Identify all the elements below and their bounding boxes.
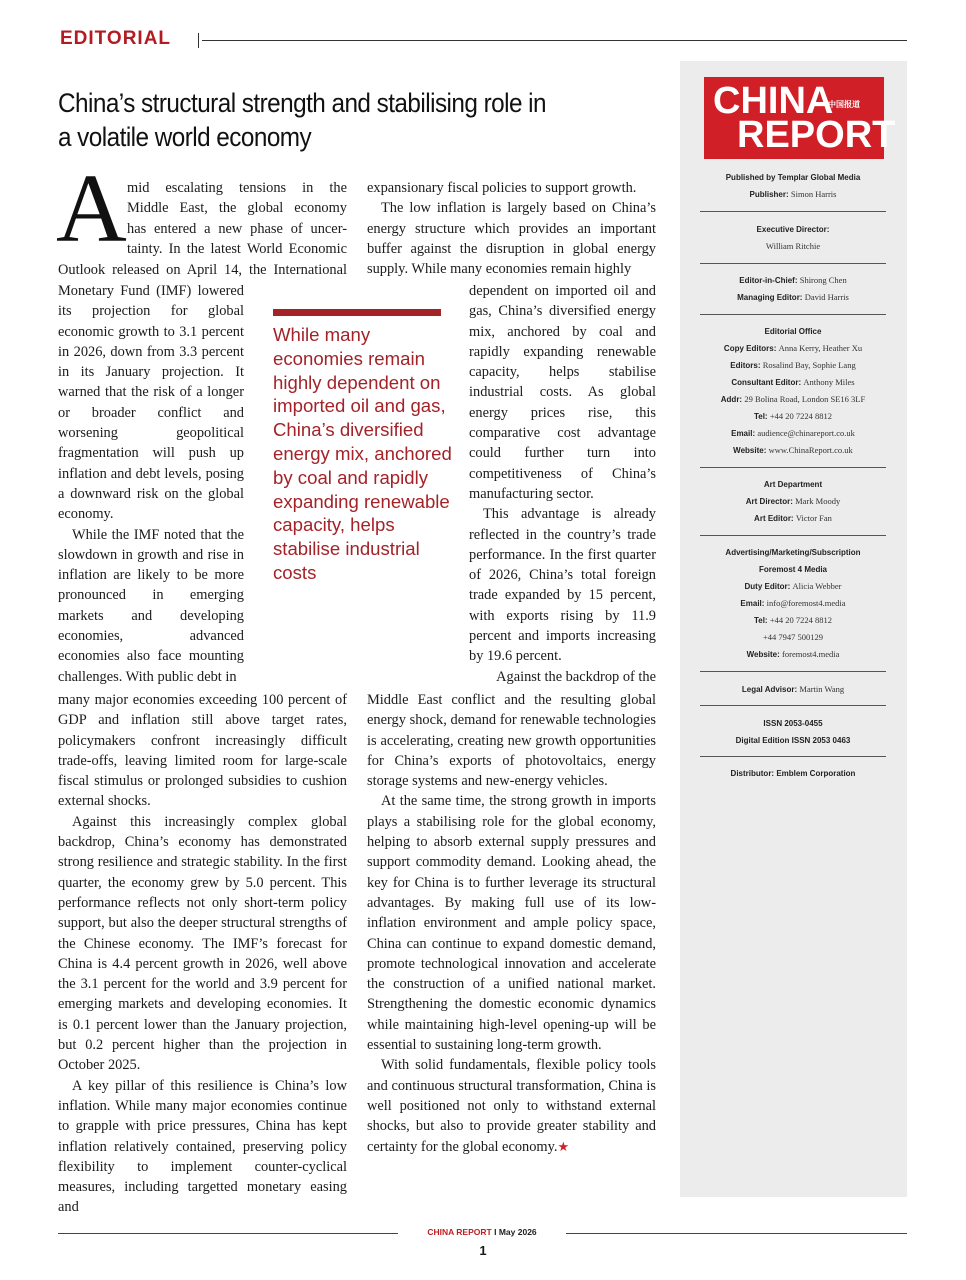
tel-label: Tel: bbox=[753, 412, 768, 421]
footer-publication: CHINA REPORT bbox=[427, 1227, 492, 1237]
adv-tel-number: +44 20 7224 8812 bbox=[769, 615, 833, 625]
paragraph: Against this increasingly complex global backdrop, China’s economy has demonstrated strong resilience and strategic stability. In the first quarter, the economy grew by 5.0 percent. This performance reflects not only short-term policy support, but also the deeper structural strengths of the Chinese economy. The IMF’s forecast for China is 4.4 percent growth in 2026, well above the 3.1 percent for the world and 3.9 percent for emerging markets and developing economies. It is 0.1 percent lower than the January projection, but 0.2 percent higher than the projection in October 2025. bbox=[58, 813, 347, 1074]
intro-lines bbox=[127, 178, 347, 259]
adv-website-label: Website: bbox=[746, 650, 780, 659]
editorial-office-heading: Editorial Office bbox=[764, 327, 822, 336]
art-department-heading: Art Department bbox=[763, 480, 823, 489]
logo-report-text: REPORT bbox=[737, 114, 896, 156]
paragraph bbox=[367, 1055, 656, 1156]
legal-advisor-name: Martin Wang bbox=[799, 684, 845, 694]
intro-line: Middle East, the global economy bbox=[127, 200, 347, 217]
exec-director-label: Executive Director: bbox=[756, 225, 830, 234]
paragraph: A key pillar of this resilience is China’s low inflation. While many major economies continue to grapple with price pressures, China has kept inflation relatively contained, preserving policy flexibility to implement counter-cyclical measures, including targetted monetary easing and bbox=[58, 1077, 347, 1216]
digital-issn: Digital Edition ISSN 2053 0463 bbox=[735, 736, 851, 745]
drop-cap: A bbox=[56, 155, 127, 263]
paragraph: dependent on imported oil and gas, China’s diversified energy mix, anchored by coal and rapidly expanding renewable capacity, helps stabilise industrial costs. As global energy prices rise, this comparative cost advantage could further turn into competitiveness of China’s manufacturing sector. bbox=[469, 283, 656, 502]
copy-editors-names: Anna Kerry, Heather Xu bbox=[778, 343, 863, 353]
address: 29 Bolina Road, London SE16 3LF bbox=[744, 394, 866, 404]
column1-narrow-text bbox=[58, 281, 244, 687]
editors-names: Rosalind Bay, Sophie Lang bbox=[762, 360, 856, 370]
exec-director-block bbox=[700, 221, 886, 255]
editors-label: Editors: bbox=[730, 361, 761, 370]
logo-chinese-text: 中国报道 bbox=[828, 100, 860, 109]
china-report-logo bbox=[704, 77, 896, 159]
art-director-name: Mark Moody bbox=[795, 496, 841, 506]
managing-editor-name: David Harris bbox=[804, 292, 849, 302]
logo-china-text: CHINA bbox=[713, 80, 834, 122]
intro-line: tainty. In the latest World Economic bbox=[127, 240, 347, 257]
website-url: www.ChinaReport.co.uk bbox=[768, 445, 853, 455]
paragraph: Middle East conflict and the resulting global energy shock, demand for renewable technologies is accelerating, creating new growth opportunities for China’s exports of photovoltaics, energy storage systems and new-energy vehicles. bbox=[367, 692, 656, 790]
masthead-divider bbox=[700, 314, 886, 315]
intro-line: Outlook released on April 14, the International bbox=[58, 262, 347, 278]
paragraph: expansionary fiscal policies to support growth. bbox=[367, 180, 637, 196]
closing-text: With solid fundamentals, flexible policy tools and continuous structural transformation, China is well positioned not only to withstand external shocks, but also to provide greater stability and certainty for the global economy. bbox=[367, 1057, 656, 1155]
legal-advisor-label: Legal Advisor: bbox=[741, 685, 798, 694]
managing-editor-label: Managing Editor: bbox=[737, 293, 803, 302]
adv-website-url: foremost4.media bbox=[782, 649, 840, 659]
editorial-office-block bbox=[700, 323, 886, 459]
intro-line: mid escalating tensions in the bbox=[127, 180, 347, 196]
distributor-block bbox=[700, 765, 886, 782]
paragraph: At the same time, the strong growth in imports plays a stabilising role for the global economy, helping to absorb external supply pressures and support commodity demand. Looking ahead, the key for China is to further leverage its structural advantages. By making full use of its low-inflation environment and ample policy space, China can continue to expand domestic demand, promote technological innovation and accelerate the construction of a unified national market. Strengthening the domestic economic dynamics while maintaining high-level opening-up will be essential to sustaining long-term growth. bbox=[367, 793, 656, 1054]
section-label: EDITORIAL bbox=[60, 28, 172, 49]
paragraph: Against the backdrop of the bbox=[496, 668, 656, 685]
footer-separator: I bbox=[494, 1227, 497, 1237]
advertising-block bbox=[700, 544, 886, 663]
column1-wide-text bbox=[58, 690, 347, 1218]
email-label: Email: bbox=[731, 429, 756, 438]
paragraph: many major economies exceeding 100 percent of GDP and inflation still above target rates, policymakers confront increasingly difficult trade-offs, leaving limited room for large-scale fiscal stimulus or prolonged subsidies to cushion external shocks. bbox=[58, 692, 347, 810]
distributor: Distributor: Emblem Corporation bbox=[730, 769, 856, 778]
footer-folio bbox=[398, 1227, 566, 1237]
publisher-label: Publisher: bbox=[749, 190, 789, 199]
editor-in-chief-label: Editor-in-Chief: bbox=[739, 276, 798, 285]
footer-rule-right bbox=[566, 1233, 907, 1234]
email-address: audience@chinareport.co.uk bbox=[757, 428, 855, 438]
pullquote-bar bbox=[273, 309, 441, 316]
art-director-label: Art Director: bbox=[745, 497, 793, 506]
art-editor-name: Victor Fan bbox=[795, 513, 832, 523]
issn-block bbox=[700, 715, 886, 749]
publisher-block bbox=[700, 169, 886, 203]
editors-block bbox=[700, 272, 886, 306]
pullquote: While many economies remain highly dependent on imported oil and gas, China’s diversified energy mix, anchored by coal and rapidly expanding renewable capacity, helps stabilise industrial costs bbox=[273, 324, 452, 583]
paragraph: While the IMF noted that the slowdown in growth and rise in inflation are likely to be more pronounced in emerging markets and developing economies, advanced economies also face mounting challenges. With public debt in bbox=[58, 526, 244, 685]
consultant-label: Consultant Editor: bbox=[731, 378, 802, 387]
tel-number: +44 20 7224 8812 bbox=[769, 411, 833, 421]
adv-tel-label: Tel: bbox=[753, 616, 768, 625]
column2-wide-text bbox=[367, 690, 656, 1157]
paragraph: This advantage is already reflected in the country’s trade performance. In the first quarter of 2026, China’s total foreign trade expanded by 15 percent, with exports rising by 11.9 percent and imports increasing by 19.6 percent. bbox=[469, 506, 656, 665]
masthead-divider bbox=[700, 756, 886, 757]
adv-tel-number-2: +44 7947 500129 bbox=[762, 632, 824, 642]
paragraph: Monetary Fund (IMF) lowered its projection for global economic growth to 3.1 percent in 2026, down from 3.3 percent in its January projection. It warned that the risk of a longer or broader conflict and worsening geopolitical fragmentation will push up inflation and debt levels, posing a downward risk on the global economy. bbox=[58, 283, 244, 523]
art-editor-label: Art Editor: bbox=[754, 514, 794, 523]
masthead-divider bbox=[700, 467, 886, 468]
website-label: Website: bbox=[733, 446, 767, 455]
published-by: Published by Templar Global Media bbox=[725, 173, 861, 182]
masthead-divider bbox=[700, 535, 886, 536]
exec-director-name: William Ritchie bbox=[765, 241, 821, 251]
masthead-divider bbox=[700, 263, 886, 264]
address-label: Addr: bbox=[720, 395, 743, 404]
adv-email-label: Email: bbox=[740, 599, 765, 608]
copy-editors-label: Copy Editors: bbox=[723, 344, 777, 353]
intro-line: has entered a new phase of uncer- bbox=[127, 220, 347, 237]
page-number: 1 bbox=[479, 1243, 487, 1258]
masthead-sidebar bbox=[680, 61, 907, 1197]
duty-editor-label: Duty Editor: bbox=[744, 582, 791, 591]
footer-rule-left bbox=[58, 1233, 398, 1234]
art-department-block bbox=[700, 476, 886, 527]
issn: ISSN 2053-0455 bbox=[763, 719, 823, 728]
masthead-divider bbox=[700, 671, 886, 672]
advertising-heading: Advertising/Marketing/Subscription bbox=[725, 548, 861, 557]
footer-date: May 2026 bbox=[498, 1227, 537, 1237]
article-headline: China’s structural strength and stabilising role in a volatile world economy bbox=[58, 88, 546, 152]
masthead-divider bbox=[700, 211, 886, 212]
header-divider-tick bbox=[198, 33, 199, 48]
consultant-name: Anthony Miles bbox=[803, 377, 855, 387]
column2-top-text bbox=[367, 178, 656, 279]
duty-editor-name: Alicia Webber bbox=[792, 581, 842, 591]
paragraph: The low inflation is largely based on China’s energy structure which provides an important buffer against the disruption in global energy supply. While many economies remain highly bbox=[367, 200, 656, 278]
masthead-divider bbox=[700, 705, 886, 706]
editor-in-chief-name: Shirong Chen bbox=[799, 275, 847, 285]
adv-email-address: info@foremost4.media bbox=[766, 598, 846, 608]
publisher-name: Simon Harris bbox=[790, 189, 837, 199]
header-rule bbox=[202, 40, 907, 41]
advertising-company: Foremost 4 Media bbox=[758, 565, 827, 574]
legal-block bbox=[700, 681, 886, 698]
column2-narrow-text bbox=[469, 281, 656, 687]
end-star-icon: ★ bbox=[557, 1138, 570, 1154]
intro-line-full bbox=[58, 260, 347, 280]
